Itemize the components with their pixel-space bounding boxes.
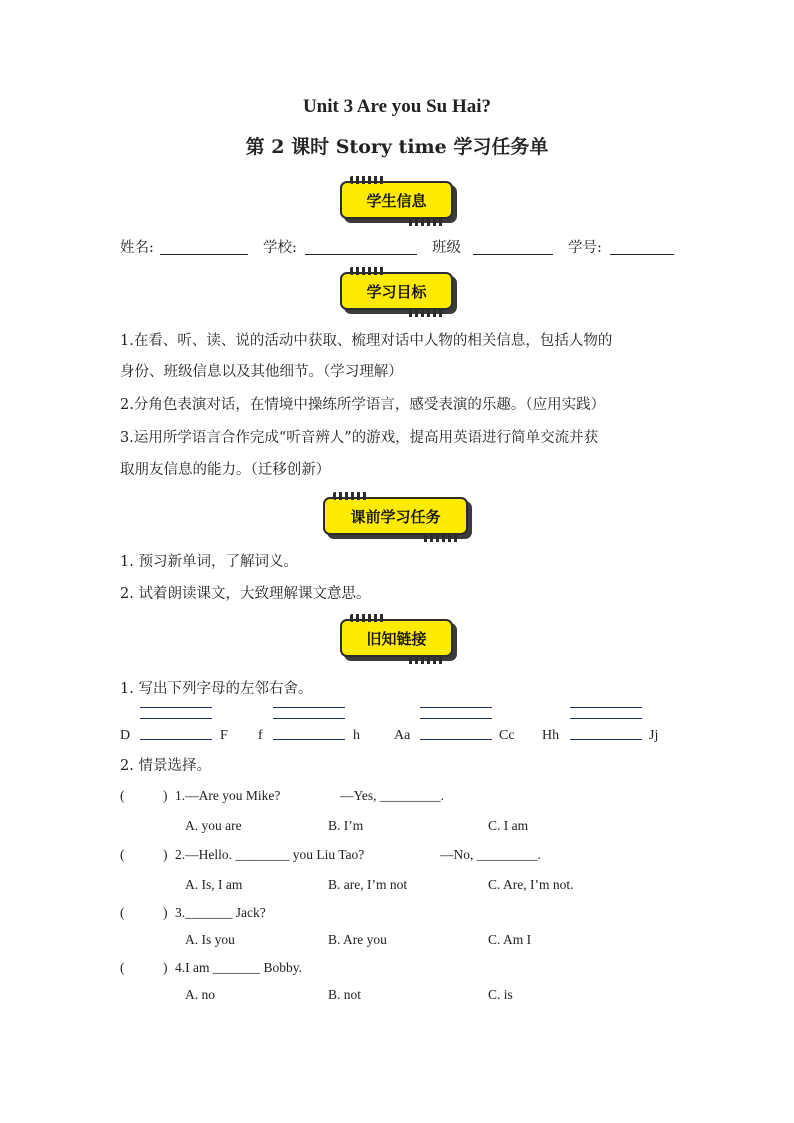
blank-line[interactable] [140,718,212,719]
answer-paren-close: ) [163,960,168,975]
banner-goals [340,272,453,310]
option-b[interactable]: B. not [328,987,362,1002]
school-input-line[interactable] [305,240,417,255]
blank-line[interactable] [273,739,345,740]
review-question-1: 1. 写出下列字母的左邻右舍。 [120,681,313,697]
goal-line: 3.运用所学语言合作完成“听音辨人”的游戏，提高用英语进行简单交流并获 [120,430,599,446]
blank-line[interactable] [273,718,345,719]
goal-line: 1.在看、听、读、说的活动中获取、梳理对话中人物的相关信息，包括人物的 [120,333,613,349]
letter: Cc [499,728,515,743]
letter: Hh [542,728,560,743]
answer-paren-open[interactable]: ( [120,788,125,803]
blank-line[interactable] [420,718,492,719]
option-b[interactable]: B. I’m [328,818,364,833]
goal-line: 身份、班级信息以及其他细节。（学习理解） [120,364,403,380]
banner-student-info [340,181,453,219]
question-reply: —No, _________. [440,847,541,862]
option-b[interactable]: B. are, I’m not [328,877,408,892]
banner-label: 学生信息 [340,181,453,219]
letter: Jj [649,728,659,743]
blank-line[interactable] [420,707,492,708]
blank-line[interactable] [570,707,642,708]
blank-line[interactable] [273,707,345,708]
option-a[interactable]: A. you are [185,818,242,833]
blank-line[interactable] [570,739,642,740]
goal-line: 取朋友信息的能力。（迁移创新） [120,462,331,478]
option-a[interactable]: A. Is, I am [185,877,243,892]
banner-pre-tasks [323,497,468,535]
letter: F [220,728,228,743]
class-input-line[interactable] [473,240,553,255]
letter: Aa [394,728,411,743]
name-input-line[interactable] [160,240,248,255]
option-c[interactable]: C. Am I [488,932,532,947]
option-b[interactable]: B. Are you [328,932,387,947]
answer-paren-close: ) [163,905,168,920]
blank-line[interactable] [420,739,492,740]
goal-line: 2.分角色表演对话，在情境中操练所学语言，感受表演的乐趣。（应用实践） [120,397,606,413]
blank-line[interactable] [570,718,642,719]
option-a[interactable]: A. Is you [185,932,235,947]
banner-review [340,619,453,657]
option-c[interactable]: C. Are, I’m not. [488,877,574,892]
blank-line[interactable] [140,707,212,708]
option-c[interactable]: C. I am [488,818,529,833]
blank-line[interactable] [140,739,212,740]
question-stem: 3._______ Jack? [175,905,266,920]
question-reply: —Yes, _________. [340,788,445,803]
page-subtitle: 第 2 课时 Story time 学习任务单 [245,136,549,158]
question-stem: 4.I am _______ Bobby. [175,960,302,975]
page-title: Unit 3 Are you Su Hai? [302,96,492,117]
question-stem: 2.—Hello. ________ you Liu Tao? [175,847,365,862]
field-name: 姓名: [120,240,154,256]
letter: f [258,728,263,743]
number-input-line[interactable] [610,240,674,255]
letter: h [353,728,360,743]
banner-label: 学习目标 [340,272,453,310]
field-school: 学校: [263,240,297,256]
option-a[interactable]: A. no [185,987,215,1002]
answer-paren-open[interactable]: ( [120,960,125,975]
option-c[interactable]: C. is [488,987,513,1002]
answer-paren-open[interactable]: ( [120,905,125,920]
banner-label: 课前学习任务 [323,497,468,535]
pre-task-item: 1. 预习新单词，了解词义。 [120,554,298,570]
question-stem: 1.—Are you Mike? [175,788,281,803]
field-class: 班级 [432,240,461,256]
field-number: 学号: [568,240,602,256]
answer-paren-close: ) [163,847,168,862]
letter: D [120,728,131,743]
pre-task-item: 2. 试着朗读课文，大致理解课文意思。 [120,586,371,602]
review-question-2: 2. 情景选择。 [120,758,211,774]
answer-paren-open[interactable]: ( [120,847,125,862]
answer-paren-close: ) [163,788,168,803]
banner-label: 旧知链接 [340,619,453,657]
